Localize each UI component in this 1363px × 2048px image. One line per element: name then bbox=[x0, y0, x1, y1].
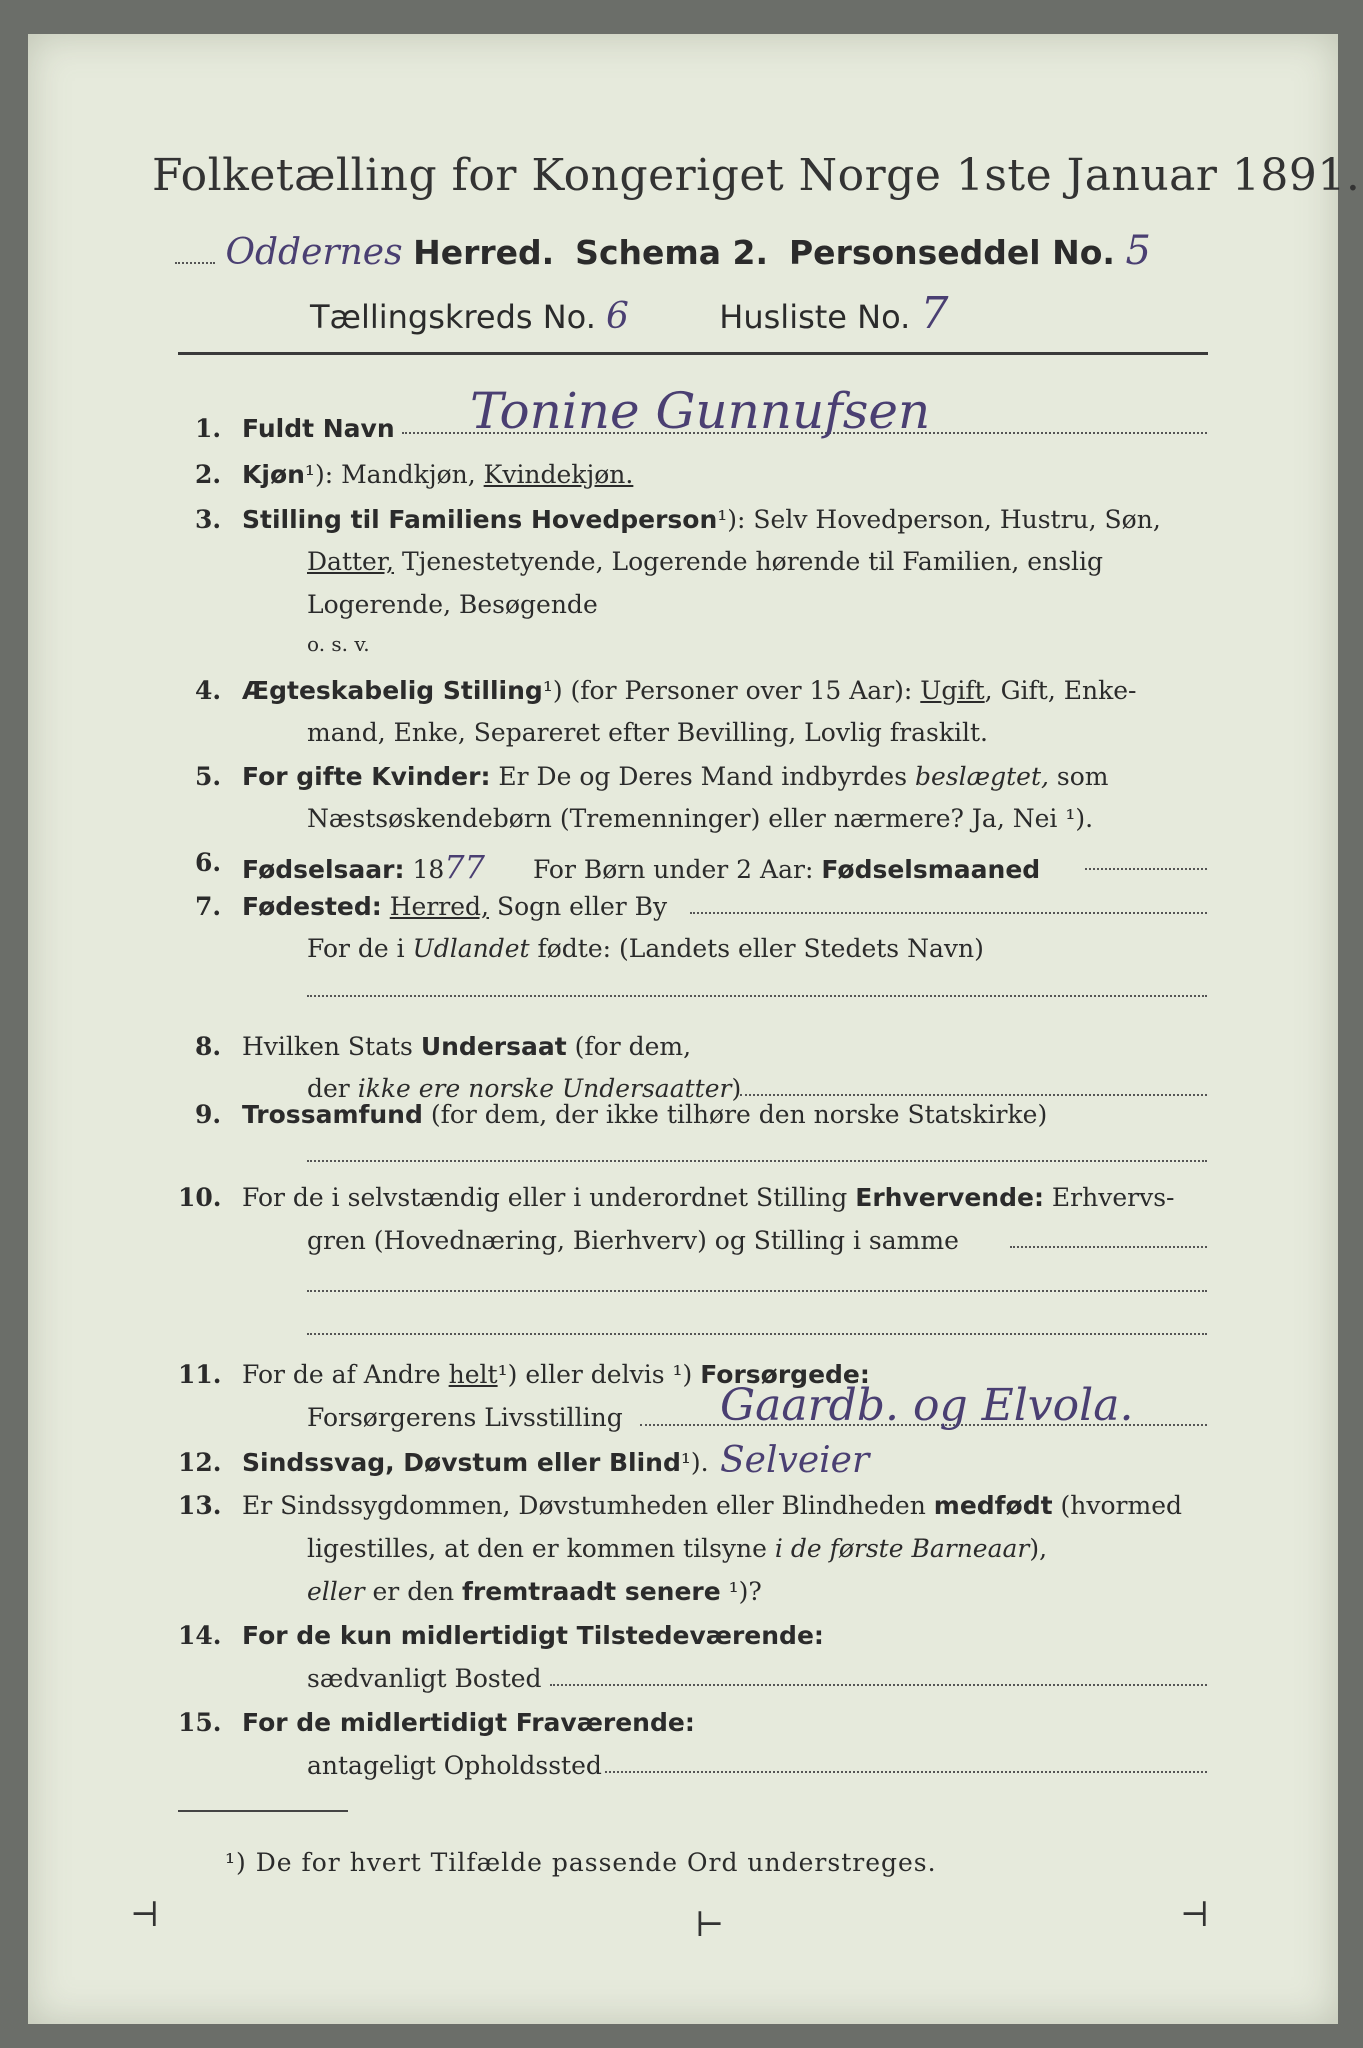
item-9-label: Trossamfund bbox=[242, 1100, 423, 1129]
item-2-selected-option: Kvindekjøn. bbox=[483, 460, 634, 489]
item-1-number: 1. bbox=[195, 414, 222, 443]
item-2-line bbox=[242, 460, 633, 489]
item-10-text-c: gren (Hovednæring, Bierhverv) og Stilling i samme bbox=[307, 1226, 959, 1255]
item-3-text-b: Tjenestetyende, Logerende hørende til Familien, enslig bbox=[401, 547, 1104, 576]
item-6-label: Fødselsaar: bbox=[242, 855, 405, 884]
item-5-text-a: Er De og Deres Mand indbyrdes bbox=[498, 762, 908, 791]
item-7-dotted-line-2 bbox=[307, 995, 1207, 997]
registration-mark-left-icon: ⊣ bbox=[130, 1895, 160, 1935]
item-13-number: 13. bbox=[178, 1491, 222, 1520]
item-6-line bbox=[242, 848, 1040, 886]
taellingskreds-label: Tællingskreds No. bbox=[310, 298, 596, 336]
item-13-line-3 bbox=[307, 1577, 762, 1606]
item-13-italic: i de første Barneaar bbox=[774, 1534, 1030, 1563]
item-2-label: Kjøn bbox=[242, 460, 305, 489]
item-11-text-b: ¹) eller delvis ¹) bbox=[497, 1360, 693, 1389]
form-title: Folketælling for Kongeriget Norge 1ste Januar 1891. bbox=[152, 150, 1361, 201]
item-2-text: ¹): Mandkjøn, bbox=[304, 460, 476, 489]
schema-label: Schema 2. bbox=[575, 233, 769, 272]
item-1-handwritten-name: Tonine Gunnufsen bbox=[470, 382, 931, 440]
item-14-dotted-line bbox=[550, 1684, 1207, 1686]
item-9-number: 9. bbox=[195, 1100, 222, 1129]
item-5-italic: beslægtet, bbox=[915, 762, 1049, 791]
personseddel-label: Personseddel No. bbox=[789, 233, 1115, 272]
item-3-line-2 bbox=[307, 547, 1103, 576]
item-11-text-a: For de af Andre bbox=[242, 1360, 441, 1389]
item-8-line-1 bbox=[242, 1032, 691, 1061]
item-7-text-a: Sogn eller By bbox=[496, 892, 668, 921]
item-13-label: medfødt bbox=[933, 1491, 1053, 1520]
item-7-selected-option: Herred, bbox=[389, 892, 489, 921]
item-7-label: Fødested: bbox=[242, 892, 382, 921]
item-7-text-c: fødte: (Landets eller Stedets Navn) bbox=[537, 934, 984, 963]
item-4-line-1 bbox=[242, 676, 1136, 705]
item-13-text-f: ¹)? bbox=[728, 1577, 762, 1606]
header-rule bbox=[178, 352, 1208, 355]
item-10-dotted-line-2 bbox=[307, 1290, 1207, 1292]
item-9-dotted-line bbox=[307, 1160, 1207, 1162]
registration-mark-right-icon: ⊣ bbox=[1180, 1895, 1210, 1935]
item-13-text-d: ), bbox=[1029, 1534, 1048, 1563]
item-13-line-2 bbox=[307, 1534, 1047, 1563]
item-4-number: 4. bbox=[195, 676, 222, 705]
item-13-text-b: (hvormed bbox=[1060, 1491, 1183, 1520]
item-10-line-1 bbox=[242, 1183, 1174, 1212]
item-8-text-b: (for dem, bbox=[574, 1032, 692, 1061]
item-9-line bbox=[242, 1100, 1047, 1129]
item-8-text-a: Hvilken Stats bbox=[242, 1032, 413, 1061]
item-11-selected-option: helt bbox=[448, 1360, 498, 1389]
item-13-line-1 bbox=[242, 1491, 1182, 1520]
item-8-text-c: der bbox=[307, 1074, 350, 1103]
item-11-number: 11. bbox=[178, 1360, 222, 1389]
item-12-line bbox=[242, 1448, 709, 1477]
item-4-text-b: , Gift, Enke- bbox=[984, 676, 1137, 705]
footnote-rule bbox=[178, 1810, 348, 1812]
item-11-label: Forsørgede: bbox=[700, 1360, 870, 1389]
footnote: ¹) De for hvert Tilfælde passende Ord understreges. bbox=[225, 1848, 937, 1877]
item-13-text-c: ligestilles, at den er kommen tilsyne bbox=[307, 1534, 767, 1563]
taellingskreds-line bbox=[310, 288, 948, 339]
herred-label: Herred. bbox=[413, 233, 555, 272]
item-6-number: 6. bbox=[195, 848, 222, 877]
item-3-selected-option: Datter, bbox=[307, 547, 394, 576]
item-15-dotted-line bbox=[605, 1771, 1207, 1773]
item-15-text: antageligt Opholdssted bbox=[307, 1751, 602, 1780]
item-8-label: Undersaat bbox=[420, 1032, 567, 1061]
item-10-dotted-line-3 bbox=[307, 1333, 1207, 1335]
item-5-number: 5. bbox=[195, 762, 222, 791]
herred-value: Oddernes bbox=[225, 232, 403, 273]
item-2-number: 2. bbox=[195, 460, 222, 489]
item-6-dotted-line bbox=[1085, 868, 1207, 870]
item-8-text-d: ) bbox=[731, 1074, 742, 1103]
item-8-dotted-line bbox=[740, 1094, 1207, 1096]
item-4-text-a: ¹) (for Personer over 15 Aar): bbox=[542, 676, 913, 705]
item-5-text-b: som bbox=[1056, 762, 1109, 791]
item-10-dotted-line-1 bbox=[1010, 1246, 1207, 1248]
item-12-text: ¹). bbox=[680, 1448, 709, 1477]
item-3-line-1 bbox=[242, 505, 1161, 534]
husliste-label: Husliste No. bbox=[719, 298, 911, 336]
item-6-label-b: Fødselsmaaned bbox=[821, 855, 1041, 884]
item-3-number: 3. bbox=[195, 505, 222, 534]
item-5-text-c: Næstsøskendebørn (Tremenninger) eller nærmere? Ja, Nei ¹). bbox=[307, 804, 1094, 833]
personseddel-value: 5 bbox=[1125, 228, 1151, 274]
item-10-number: 10. bbox=[178, 1183, 222, 1212]
item-13-italic-b: eller bbox=[307, 1577, 365, 1606]
item-8-italic: ikke ere norske Undersaatter bbox=[357, 1074, 732, 1103]
item-13-text-a: Er Sindssygdommen, Døvstumheden eller Blindheden bbox=[242, 1491, 926, 1520]
registration-mark-center-icon: ⊢ bbox=[695, 1905, 725, 1945]
item-7-dotted-line-1 bbox=[690, 912, 1207, 914]
item-3-text-a: ¹): Selv Hovedperson, Hustru, Søn, bbox=[717, 505, 1161, 534]
item-15-label: For de midlertidigt Fraværende: bbox=[242, 1708, 695, 1737]
item-3-text-c: Logerende, Besøgende bbox=[307, 590, 598, 619]
item-6-text: For Børn under 2 Aar: bbox=[532, 855, 814, 884]
item-14-number: 14. bbox=[178, 1621, 222, 1650]
item-12-number: 12. bbox=[178, 1448, 222, 1477]
husliste-value: 7 bbox=[920, 288, 949, 339]
item-8-number: 8. bbox=[195, 1032, 222, 1061]
item-7-text-b: For de i bbox=[307, 934, 405, 963]
item-13-label-b: fremtraadt senere bbox=[462, 1577, 721, 1606]
item-14-label: For de kun midlertidigt Tilstedeværende: bbox=[242, 1621, 824, 1650]
item-1-label: Fuldt Navn bbox=[242, 414, 395, 443]
item-10-text-a: For de i selvstændig eller i underordnet Stilling bbox=[242, 1183, 848, 1212]
item-10-text-b: Erhvervs- bbox=[1051, 1183, 1175, 1212]
item-11-handwritten-occupation: Gaardb. og Elvola. bbox=[720, 1380, 1134, 1431]
item-10-label: Erhvervende: bbox=[855, 1183, 1044, 1212]
item-15-number: 15. bbox=[178, 1708, 222, 1737]
item-11-text-c: Forsørgerens Livsstilling bbox=[307, 1403, 623, 1432]
item-4-text-c: mand, Enke, Separeret efter Bevilling, Lovlig fraskilt. bbox=[307, 718, 988, 747]
item-14-text: sædvanligt Bosted bbox=[307, 1664, 542, 1693]
item-5-line-1 bbox=[242, 762, 1109, 791]
item-3-text-d: o. s. v. bbox=[307, 632, 370, 656]
item-3-label: Stilling til Familiens Hovedperson bbox=[242, 505, 718, 534]
taellingskreds-value: 6 bbox=[606, 296, 629, 337]
item-12-handwritten-note: Selveier bbox=[720, 1440, 870, 1481]
item-12-label: Sindssvag, Døvstum eller Blind bbox=[242, 1448, 681, 1477]
item-4-label: Ægteskabelig Stilling bbox=[242, 676, 543, 705]
item-7-line-2 bbox=[307, 934, 984, 963]
item-5-label: For gifte Kvinder: bbox=[242, 762, 491, 791]
item-7-number: 7. bbox=[195, 892, 222, 921]
item-6-prefix: 18 bbox=[412, 855, 445, 884]
item-8-line-2 bbox=[307, 1074, 741, 1103]
item-4-selected-option: Ugift bbox=[920, 676, 985, 705]
item-7-italic: Udlandet bbox=[412, 934, 530, 963]
item-7-line-1 bbox=[242, 892, 667, 921]
item-9-text: (for dem, der ikke tilhøre den norske Statskirke) bbox=[430, 1100, 1048, 1129]
item-13-text-e: er den bbox=[372, 1577, 455, 1606]
herred-line bbox=[175, 228, 1151, 274]
item-6-handwritten-year: 77 bbox=[444, 848, 485, 886]
